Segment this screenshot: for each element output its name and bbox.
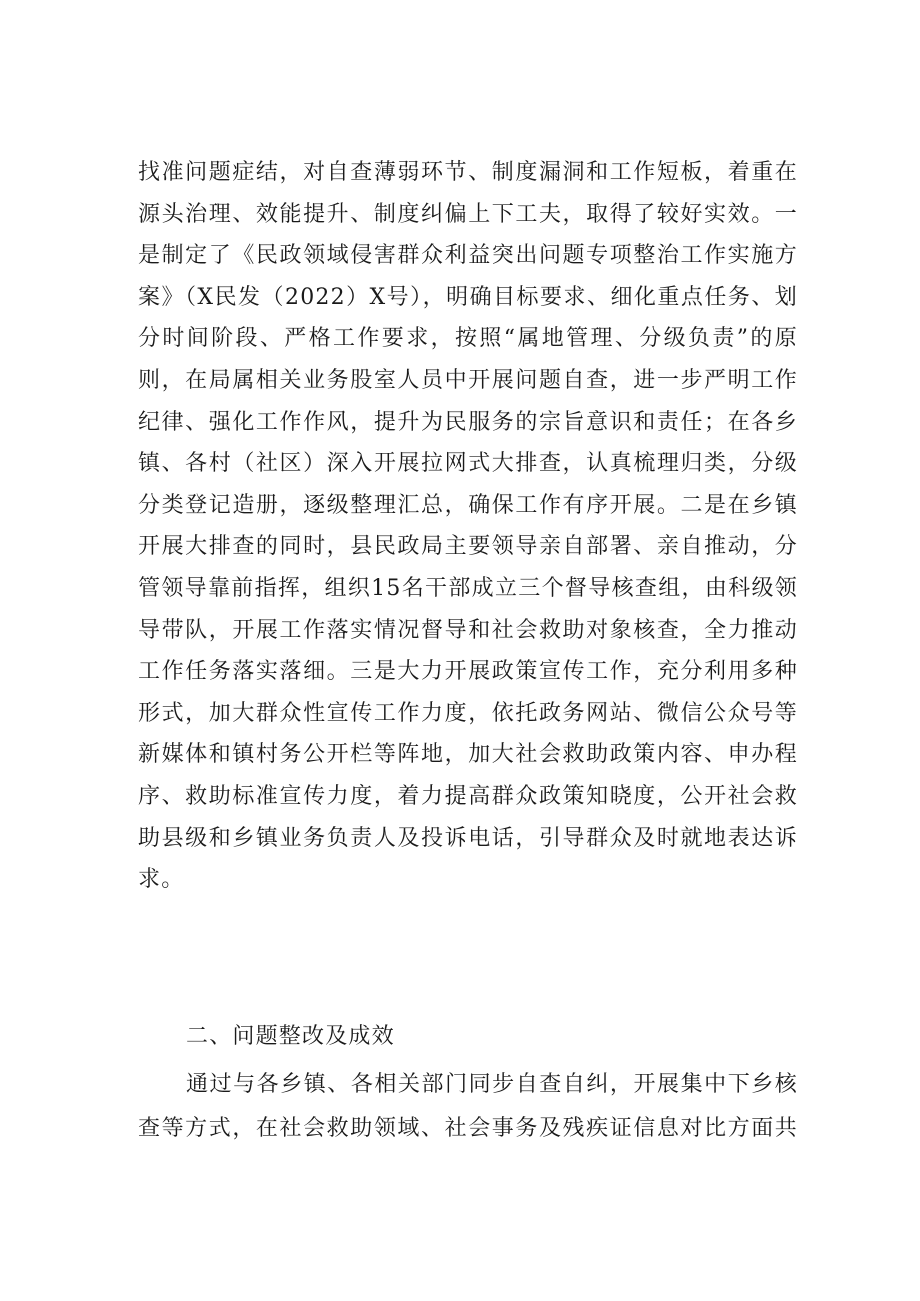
text-line: 查等方式，在社会救助领域、社会事务及残疾证信息对比方面共 xyxy=(138,1116,798,1141)
text-line: 开展大排查的同时，县民政局主要领导亲自部署、亲自推动，分 xyxy=(138,534,798,560)
text-line: 管领导靠前指挥，组织15名干部成立三个督导核查组，由科级领 xyxy=(138,575,798,601)
text-line: 案》（X民发（2022）X号），明确目标要求、细化重点任务、划 xyxy=(138,284,798,310)
text-line: 形式，加大群众性宣传工作力度，依托政务网站、微信公众号等 xyxy=(138,700,798,726)
text-line: 是制定了《民政领域侵害群众利益突出问题专项整治工作实施方 xyxy=(138,243,798,269)
text-line: 助县级和乡镇业务负责人及投诉电话，引导群众及时就地表达诉 xyxy=(138,825,798,851)
paragraph-rectification-measures xyxy=(138,152,798,901)
text-line: 通过与各乡镇、各相关部门同步自查自纠，开展集中下乡核 xyxy=(186,1072,798,1097)
text-line: 分类登记造册，逐级整理汇总，确保工作有序开展。二是在乡镇 xyxy=(138,492,798,518)
text-line: 工作任务落实落细。三是大力开展政策宣传工作，充分利用多种 xyxy=(138,659,798,685)
text-line: 镇、各村（社区）深入开展拉网式大排查，认真梳理归类，分级 xyxy=(138,451,798,477)
text-line: 新媒体和镇村务公开栏等阵地，加大社会救助政策内容、申办程 xyxy=(138,742,798,768)
paragraph-rectification-results xyxy=(138,1063,798,1151)
text-line: 分时间阶段、严格工作要求，按照“属地管理、分级负责”的原 xyxy=(138,326,798,352)
text-line: 求。 xyxy=(138,867,185,893)
section-heading: 二、问题整改及成效 xyxy=(186,1024,395,1049)
text-line: 纪律、强化工作作风，提升为民服务的宗旨意识和责任；在各乡 xyxy=(138,409,798,435)
text-line: 导带队，开展工作落实情况督导和社会救助对象核查，全力推动 xyxy=(138,617,798,643)
text-line: 源头治理、效能提升、制度纠偏上下工夫，取得了较好实效。一 xyxy=(138,201,798,227)
text-line: 则，在局属相关业务股室人员中开展问题自查，进一步严明工作 xyxy=(138,367,798,393)
text-line: 找准问题症结，对自查薄弱环节、制度漏洞和工作短板，着重在 xyxy=(138,160,798,185)
text-line: 序、救助标准宣传力度，着力提高群众政策知晓度，公开社会救 xyxy=(138,783,798,809)
